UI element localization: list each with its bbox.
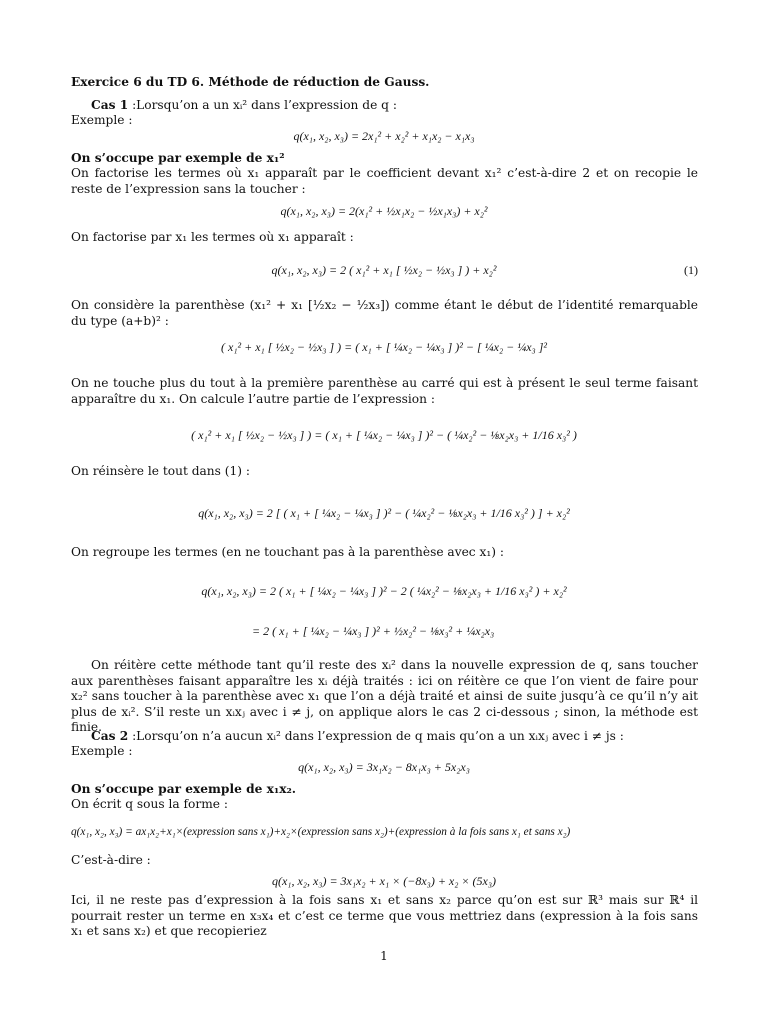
case1-paragraph-5: On réinsère le tout dans (1) :: [71, 464, 251, 478]
case2-paragraph-1: On écrit q sous la forme :: [71, 797, 228, 811]
case2-paragraph-2: C’est-à-dire :: [71, 853, 151, 867]
case2-text: :Lorsqu’on n’a aucun xᵢ² dans l’expression de q mais qu’on a un xᵢxⱼ avec i ≠ js :: [132, 729, 624, 743]
case2-example-equation: q(x₁, x₂, x₃) = 3x₁x₂ − 8x₁x₃ + 5x₂x₃: [298, 760, 470, 774]
case1-equation-6: q(x₁, x₂, x₃) = 2 [ ( x₁ + [ ¼x₂ − ¼x₃ ] )² − ( ¼x₂² − ⅛x₂x₃ + 1/16 x₃² ) ] + x₂²: [198, 506, 570, 520]
case1-paragraph-6: On regroupe les termes (en ne touchant pas à la parenthèse avec x₁) :: [71, 545, 504, 559]
case2-cad-equation: q(x₁, x₂, x₃) = 3x₁x₂ + x₁ × (−8x₃) + x₂ × (5x₃): [271, 874, 497, 888]
case2-form-equation: q(x₁, x₂, x₃) = ax₁x₂+x₁×(expression sans x₁)+x₂×(expression sans x₂)+(expression à la fois sans x₁ et sans x₂): [71, 826, 571, 838]
case1-paragraph-7: On réitère cette méthode tant qu’il reste des xᵢ² dans la nouvelle expression de q, sans toucher aux parenthèses faisant apparaître les xᵢ déjà traités : ici on réitère ce que l’on vient de faire pour x₂² sans toucher à la parenthèse avec x₁ que l’on a déjà traité et ainsi de suite jusqu’à ce qu’il n’y ait plus de xᵢ². S’il reste un xᵢxⱼ avec i ≠ j, on applique alors le cas 2 ci-dessous ; sinon, la méthode est finie.: [71, 658, 698, 734]
case1-text: :Lorsqu’on a un xᵢ² dans l’expression de q :: [132, 98, 397, 112]
case2-paragraph-3: Ici, il ne reste pas d’expression à la fois sans x₁ et sans x₂ parce qu’on est sur ℝ³ mais sur ℝ⁴ il pourrait rester un terme en x₃x₄ et c’est ce terme que vous mettriez dans (expression à la fois sans x₁ et sans x₂) et que recopieriez: [71, 893, 698, 938]
case2-example-label: Exemple :: [71, 744, 133, 758]
equation-number-1: (1): [684, 263, 698, 277]
case1-paragraph-1: On factorise les termes où x₁ apparaît par le coefficient devant x₁² c’est-à-dire 2 et on recopie le reste de l’expression sans la toucher :: [71, 166, 698, 196]
case1-equation-2: q(x₁, x₂, x₃) = 2(x₁² + ½x₁x₂ − ½x₁x₃) + x₂²: [280, 204, 488, 218]
case2-intro: [71, 729, 698, 745]
case1-heading: On s’occupe par exemple de x₁²: [71, 151, 285, 165]
case1-equation-7a: q(x₁, x₂, x₃) = 2 ( x₁ + [ ¼x₂ − ¼x₃ ] )² − 2 ( ¼x₂² − ⅛x₂x₃ + 1/16 x₃² ) + x₂²: [201, 584, 567, 598]
case1-paragraph-2: On factorise par x₁ les termes où x₁ apparaît :: [71, 230, 354, 244]
case2-label: Cas 2: [91, 729, 129, 743]
case1-equation-5: ( x₁² + x₁ [ ½x₂ − ½x₃ ] ) = ( x₁ + [ ¼x₂ − ¼x₃ ] )² − ( ¼x₂² − ⅛x₂x₃ + 1/16 x₃² ): [191, 428, 577, 442]
page-number: 1: [380, 949, 388, 963]
case1-equation-4: ( x₁² + x₁ [ ½x₂ − ½x₃ ] ) = ( x₁ + [ ¼x₂ − ¼x₃ ] )² − [ ¼x₂ − ¼x₃ ]²: [221, 340, 547, 354]
case2-heading: On s’occupe par exemple de x₁x₂.: [71, 782, 297, 796]
case1-paragraph-3: On considère la parenthèse (x₁² + x₁ [½x₂ − ½x₃]) comme étant le début de l’identité remarquable du type (a+b)² :: [71, 298, 698, 328]
case1-paragraph-4: On ne touche plus du tout à la première parenthèse au carré qui est à présent le seul terme faisant apparaître du x₁. On calcule l’autre partie de l’expression :: [71, 376, 698, 406]
case1-equation-3: q(x₁, x₂, x₃) = 2 ( x₁² + x₁ [ ½x₂ − ½x₃ ] ) + x₂²: [271, 263, 497, 277]
case1-equation-7b: = 2 ( x₁ + [ ¼x₂ − ¼x₃ ] )² + ½x₂² − ⅛x₃² + ¼x₂x₃: [252, 624, 495, 638]
case1-label: Cas 1: [91, 98, 129, 112]
case1-example-label: Exemple :: [71, 113, 133, 127]
exercise-title: Exercice 6 du TD 6. Méthode de réduction de Gauss.: [71, 75, 430, 89]
case1-example-equation: q(x₁, x₂, x₃) = 2x₁² + x₂² + x₁x₂ − x₁x₃: [293, 129, 475, 143]
case1-intro: [71, 98, 698, 114]
